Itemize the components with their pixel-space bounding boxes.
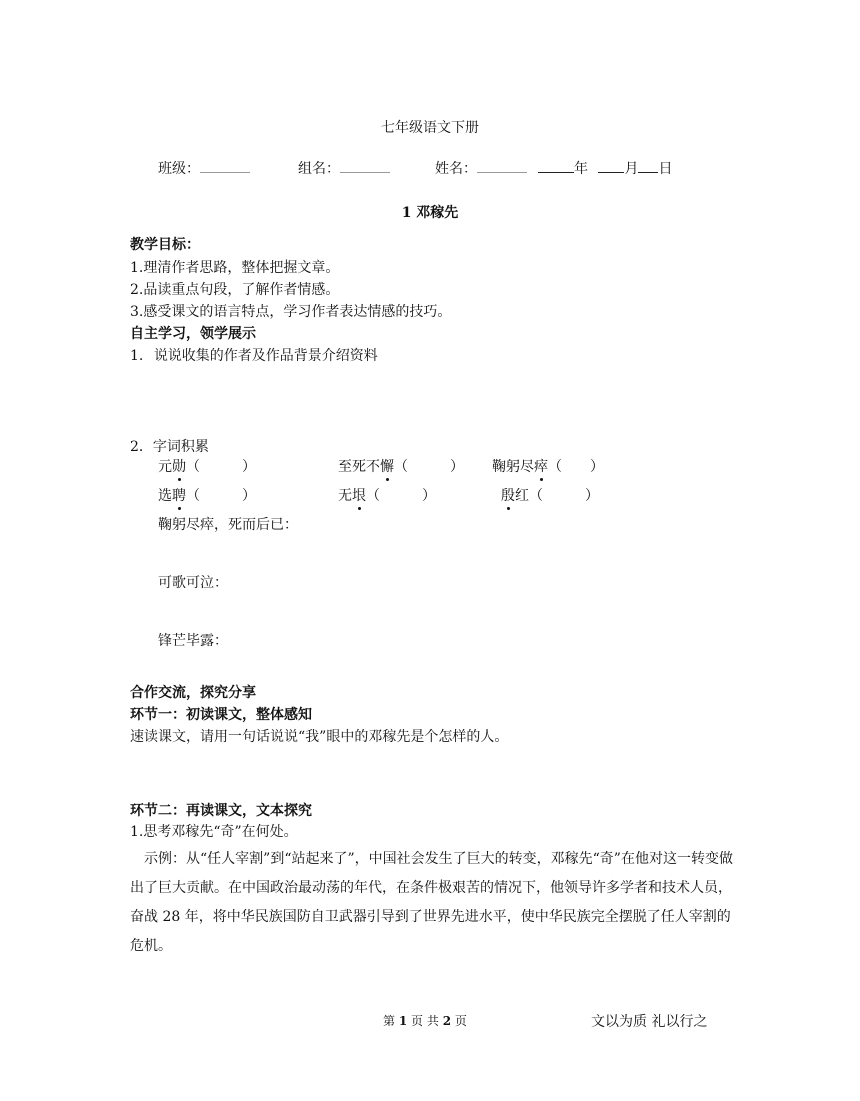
word-text: 至死不 <box>338 459 380 475</box>
year-label: 年 <box>574 161 588 177</box>
dotted-char: 垠 <box>352 488 366 504</box>
step-2-heading: 环节二：再读课文，文本探究 <box>130 803 312 819</box>
step-2-question: 1.思考邓稼先“奇”在何处。 <box>130 824 298 840</box>
date-field <box>538 159 672 179</box>
dotted-char: 殷 <box>501 488 515 504</box>
dotted-char: 勋 <box>172 459 186 475</box>
dotted-char: 聘 <box>172 488 186 504</box>
answer-brackets: （ ） <box>394 459 464 475</box>
idiom-prompt: 锋芒毕露： <box>158 633 228 649</box>
step-1-heading: 环节一：初读课文，整体感知 <box>130 707 312 723</box>
question-1 <box>130 346 378 366</box>
name-field <box>435 159 527 179</box>
self-study-heading: 自主学习，领学展示 <box>130 326 256 342</box>
step-1-question: 速读课文，请用一句话说说“我”眼中的邓稼先是个怎样的人。 <box>130 729 509 745</box>
question-2: 2．字词积累 <box>130 439 209 455</box>
class-blank <box>200 172 250 173</box>
question-1-number: 1. <box>130 348 144 364</box>
word-item <box>158 457 256 477</box>
page-number <box>383 1013 467 1029</box>
year-blank <box>538 172 574 173</box>
word-text: 元 <box>158 459 172 475</box>
answer-brackets: （ ） <box>548 459 604 475</box>
month-blank <box>598 172 624 173</box>
goal-item: 3.感受课文的语言特点，学习作者表达情感的技巧。 <box>130 304 452 320</box>
word-item <box>501 486 599 506</box>
word-text: 选 <box>158 488 172 504</box>
page-header-title: 七年级语文下册 <box>381 120 479 136</box>
answer-brackets: （ ） <box>366 488 436 504</box>
idiom-prompt: 鞠躬尽瘁，死而后已： <box>158 517 298 533</box>
month-label: 月 <box>624 161 639 177</box>
word-text: 鞠躬尽 <box>492 459 534 475</box>
page-label: 页 <box>454 1014 467 1028</box>
question-1-text: 说说收集的作者及作品背景介绍资料 <box>153 348 378 364</box>
group-label: 组名： <box>298 161 340 177</box>
word-item <box>158 486 256 506</box>
word-text: 无 <box>338 488 352 504</box>
word-item <box>338 457 464 477</box>
total-pages: 2 <box>442 1014 452 1028</box>
cooperation-heading: 合作交流，探究分享 <box>130 685 256 701</box>
goal-item: 2.品读重点句段，了解作者情感。 <box>130 282 340 298</box>
dotted-char: 懈 <box>380 459 394 475</box>
class-field <box>158 159 250 179</box>
answer-brackets: 红（ ） <box>515 488 599 504</box>
page-label: 页 共 <box>411 1014 439 1028</box>
goal-item: 1.理清作者思路，整体把握文章。 <box>130 260 340 276</box>
page-label: 第 <box>383 1014 396 1028</box>
day-label: 日 <box>658 161 673 177</box>
answer-brackets: （ ） <box>186 459 256 475</box>
dotted-char: 瘁 <box>534 459 548 475</box>
day-blank <box>638 172 658 173</box>
name-label: 姓名： <box>435 161 477 177</box>
class-label: 班级： <box>158 161 200 177</box>
word-item <box>338 486 436 506</box>
example-paragraph: 示例：从“任人宰割”到“站起来了”，中国社会发生了巨大的转变，邓稼先“奇”在他对这一转变做出了巨大贡献。在中国政治最动荡的年代，在条件极艰苦的情况下，他领导许多学者和技术人员，奋战 28 年，将中华民族国防自卫武器引导到了世界先进水平，使中华民族完全摆脱了任人宰割的危机。 <box>130 851 733 954</box>
word-item <box>492 457 604 477</box>
name-blank <box>477 172 527 173</box>
group-field <box>298 159 390 179</box>
goals-heading: 教学目标： <box>130 237 200 253</box>
idiom-prompt: 可歌可泣： <box>158 575 228 591</box>
group-blank <box>340 172 390 173</box>
current-page: 1 <box>398 1014 408 1028</box>
footer-motto: 文以为质 礼以行之 <box>591 1014 708 1030</box>
lesson-title: 1 邓稼先 <box>401 205 459 221</box>
answer-brackets: （ ） <box>186 488 256 504</box>
